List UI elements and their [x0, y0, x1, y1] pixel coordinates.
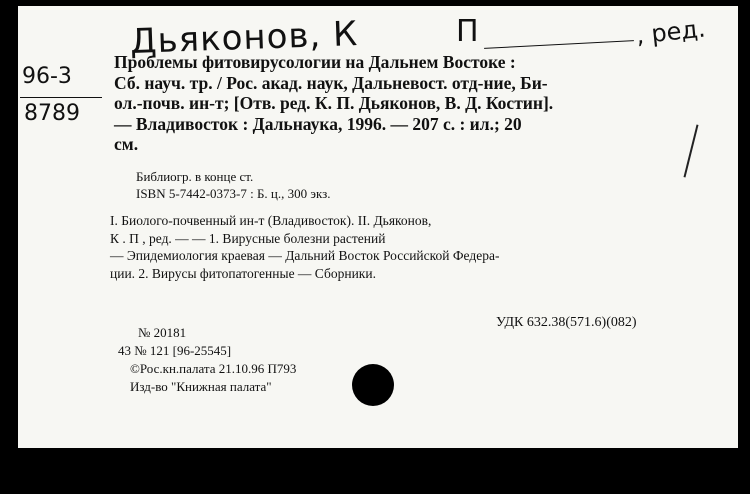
shelfmark-top: 96-3	[22, 64, 72, 89]
handwritten-dash-line	[484, 40, 634, 49]
record-line: Проблемы фитовирусологии на Дальнем Востоке :	[114, 52, 516, 72]
subject-line: — Эпидемиология краевая — Дальний Восток Российской Федера-	[110, 248, 500, 263]
ink-stamp-dot	[352, 364, 394, 406]
handwritten-initial: П	[456, 14, 479, 49]
record-line: Сб. науч. тр. / Рос. акад. наук, Дальневост. отд-ние, Би-	[114, 72, 548, 93]
record-line: ол.-почв. ин-т; [Отв. ред. К. П. Дьяконов, В. Д. Костин].	[114, 93, 554, 113]
bibliographic-record	[114, 52, 694, 155]
isbn-line: ISBN 5-7442-0373-7 : Б. ц., 300 экз.	[136, 186, 331, 201]
subject-line: I. Биолого-почвенный ин-т (Владивосток). II. Дьяконов,	[110, 213, 432, 228]
publisher-line: Изд-во "Книжная палата"	[130, 379, 272, 394]
copyright-line: ©Рос.кн.палата 21.10.96 П793	[130, 361, 297, 376]
catalog-card	[18, 6, 738, 448]
udk-code: УДК 632.38(571.6)(082)	[496, 315, 637, 330]
record-line: — Владивосток : Дальнаука, 1996. — 207 с. : ил.; 20	[114, 113, 522, 134]
bibliography-note: Библиогр. в конце ст.	[136, 169, 254, 184]
handwritten-author: Дьяконов, К	[129, 14, 359, 62]
record-notes	[136, 168, 331, 202]
record-line: см.	[114, 134, 139, 154]
shelfmark-bottom: 8789	[24, 101, 80, 126]
handwritten-editor-abbr: , ред.	[634, 14, 707, 50]
subject-line: К . П , ред. — — 1. Вирусные болезни растений	[110, 230, 386, 246]
subject-headings	[110, 212, 670, 282]
subject-line: ции. 2. Вирусы фитопатогенные — Сборники.	[110, 265, 376, 281]
card-number: № 20181	[138, 325, 187, 340]
shelfmark-divider	[20, 97, 102, 98]
registration-number: 43 № 121 [96-25545]	[118, 343, 232, 358]
